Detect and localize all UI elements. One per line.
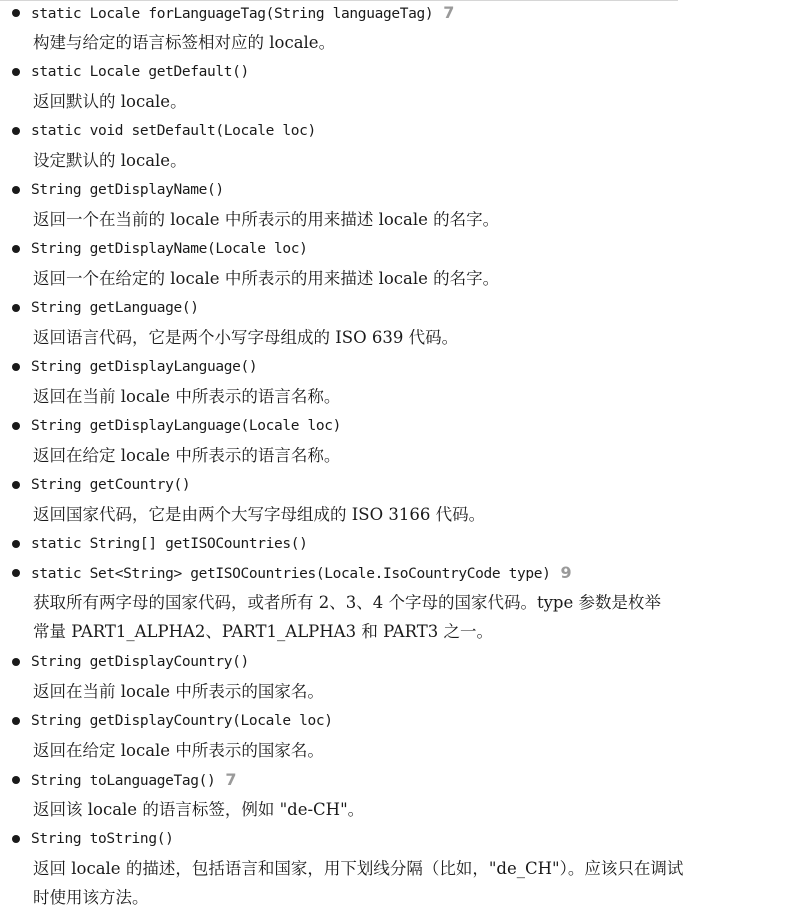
bullet-icon xyxy=(12,186,20,194)
version-badge: 7 xyxy=(225,770,237,789)
method-signature xyxy=(31,562,571,585)
description-line: 返回在给定 locale 中所表示的语言名称。 xyxy=(33,446,341,465)
bullet-icon xyxy=(12,68,20,76)
description-line: 构建与给定的语言标签相对应的 locale。 xyxy=(33,33,336,52)
version-badge: 7 xyxy=(443,3,455,22)
method-signature-text: static Locale getDefault() xyxy=(31,64,249,80)
description-line: 返回在当前 locale 中所表示的语言名称。 xyxy=(33,387,341,406)
method-description xyxy=(33,588,763,646)
method-signature-text: String getDisplayCountry(Locale loc) xyxy=(31,713,333,729)
method-description xyxy=(33,441,763,470)
bullet-icon xyxy=(12,776,20,784)
method-description xyxy=(33,795,763,824)
description-line: 常量 PART1_ALPHA2、PART1_ALPHA3 和 PART3 之一。 xyxy=(33,622,493,641)
method-signature-text: String getDisplayLanguage(Locale loc) xyxy=(31,418,342,434)
method-signature-text: String getDisplayName() xyxy=(31,182,224,198)
description-line: 返回 locale 的描述，包括语言和国家，用下划线分隔（比如，"de_CH"）。应该只在调试 xyxy=(33,859,684,878)
method-description xyxy=(33,854,763,912)
description-line: 返回该 locale 的语言标签，例如 "de-CH"。 xyxy=(33,800,365,819)
method-description xyxy=(33,87,763,116)
method-signature xyxy=(31,61,249,83)
method-description xyxy=(33,500,763,529)
method-signature-text: static Set<String> getISOCountries(Locale.IsoCountryCode type) xyxy=(31,566,551,582)
method-description xyxy=(33,146,763,175)
bullet-icon xyxy=(12,245,20,253)
method-signature xyxy=(31,828,173,850)
method-signature xyxy=(31,651,249,673)
method-signature xyxy=(31,120,316,142)
bullet-icon xyxy=(12,481,20,489)
method-signature-text: static Locale forLanguageTag(String languageTag) xyxy=(31,6,434,22)
description-line: 获取所有两字母的国家代码，或者所有 2、3、4 个字母的国家代码。type 参数是枚举 xyxy=(33,593,662,612)
bullet-icon xyxy=(12,717,20,725)
method-signature xyxy=(31,238,308,260)
method-signature-text: String getCountry() xyxy=(31,477,191,493)
description-line: 设定默认的 locale。 xyxy=(33,151,187,170)
method-signature xyxy=(31,710,333,732)
method-signature xyxy=(31,297,199,319)
version-badge: 9 xyxy=(560,563,572,582)
method-signature-text: static String[] getISOCountries() xyxy=(31,536,308,552)
method-signature-text: String getDisplayLanguage() xyxy=(31,359,258,375)
description-line: 返回国家代码，它是由两个大写字母组成的 ISO 3166 代码。 xyxy=(33,505,486,524)
description-line: 返回一个在当前的 locale 中所表示的用来描述 locale 的名字。 xyxy=(33,210,500,229)
description-line: 返回语言代码，它是两个小写字母组成的 ISO 639 代码。 xyxy=(33,328,459,347)
method-description xyxy=(33,264,763,293)
method-description xyxy=(33,736,763,765)
description-line: 返回在当前 locale 中所表示的国家名。 xyxy=(33,682,324,701)
method-description xyxy=(33,205,763,234)
bullet-icon xyxy=(12,569,20,577)
method-signature xyxy=(31,356,257,378)
bullet-icon xyxy=(12,422,20,430)
method-signature xyxy=(31,2,454,25)
method-signature xyxy=(31,533,308,555)
top-divider xyxy=(0,0,678,1)
description-line: 返回在给定 locale 中所表示的国家名。 xyxy=(33,741,324,760)
bullet-icon xyxy=(12,658,20,666)
method-signature-text: String toLanguageTag() xyxy=(31,773,216,789)
method-description xyxy=(33,323,763,352)
method-signature-text: String toString() xyxy=(31,831,174,847)
method-signature-text: static void setDefault(Locale loc) xyxy=(31,123,316,139)
method-signature xyxy=(31,474,190,496)
method-signature-text: String getDisplayName(Locale loc) xyxy=(31,241,308,257)
bullet-icon xyxy=(12,540,20,548)
method-description xyxy=(33,677,763,706)
description-line: 返回一个在给定的 locale 中所表示的用来描述 locale 的名字。 xyxy=(33,269,500,288)
bullet-icon xyxy=(12,304,20,312)
method-signature xyxy=(31,769,236,792)
description-line: 返回默认的 locale。 xyxy=(33,92,187,111)
method-signature xyxy=(31,415,341,437)
description-line: 时使用该方法。 xyxy=(33,888,149,907)
bullet-icon xyxy=(12,835,20,843)
method-description xyxy=(33,382,763,411)
method-signature-text: String getDisplayCountry() xyxy=(31,654,249,670)
bullet-icon xyxy=(12,127,20,135)
bullet-icon xyxy=(12,363,20,371)
method-signature-text: String getLanguage() xyxy=(31,300,199,316)
bullet-icon xyxy=(12,9,20,17)
method-description xyxy=(33,28,763,57)
method-signature xyxy=(31,179,224,201)
